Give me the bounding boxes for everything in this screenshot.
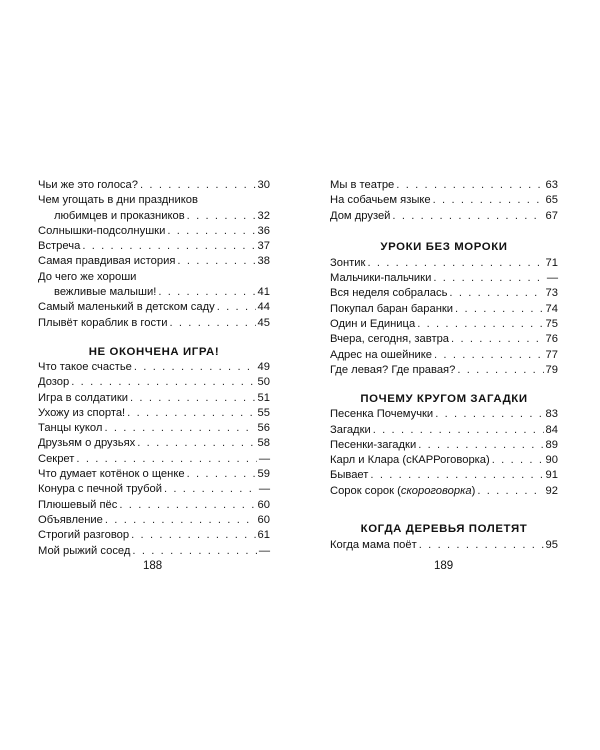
toc-entry [330, 286, 558, 301]
leader-dots [131, 528, 255, 543]
toc-entry [38, 436, 270, 451]
toc-entry-title: Конура с печной трубой [38, 483, 162, 496]
toc-entry-title: Адрес на ошейнике [330, 348, 432, 361]
toc-entry-title: На собачьем языке [330, 194, 431, 207]
title-part: ) [471, 484, 476, 497]
toc-entry-title: Ухожу из спорта! [38, 406, 126, 419]
toc-entry [330, 468, 558, 483]
toc-entry-title-line1: До чего же хороши [38, 270, 137, 283]
toc-entry [330, 256, 558, 271]
toc-entry-title: Вся неделя собралась [330, 287, 448, 300]
leader-dots [119, 498, 255, 513]
section-entry-list [330, 538, 558, 553]
leader-dots [433, 271, 544, 286]
leader-dots [169, 316, 255, 331]
toc-entry-title: Карл и Клара (сКАРРоговорка) [330, 454, 490, 467]
toc-entry-page: 50 [257, 376, 270, 389]
leader-dots [132, 544, 256, 559]
toc-entry-title: Друзьям о друзьях [38, 437, 136, 450]
leader-dots [373, 423, 544, 438]
leader-dots [82, 239, 255, 254]
toc-entry-page: 83 [545, 408, 558, 421]
toc-entry-title: Плывёт кораблик в гости [38, 316, 168, 329]
toc-entry-page: — [258, 483, 270, 496]
toc-entry [38, 421, 270, 436]
toc-entry-page: 60 [257, 513, 270, 526]
leader-dots [177, 254, 255, 269]
leader-dots [392, 209, 543, 224]
toc-entry-title: Чьи же это голоса? [38, 179, 138, 191]
toc-entry-title [330, 484, 475, 499]
toc-entry [38, 528, 270, 543]
toc-entry-title-line2: вежливые малыши! [54, 286, 157, 299]
toc-entry-title: Дозор [38, 376, 70, 389]
toc-entry [38, 254, 270, 269]
toc-entry-page: 49 [257, 360, 270, 373]
page-number-right: 189 [434, 560, 454, 572]
toc-entry-page: 79 [545, 363, 558, 376]
toc-entry-title: Один и Единица [330, 318, 416, 331]
toc-entry-title: Что думает котёнок о щенке [38, 468, 185, 481]
toc-entry-page: 63 [545, 179, 558, 191]
toc-entry-page: 41 [257, 286, 270, 299]
toc-entry-title-line1: Чем угощать в дни праздников [38, 194, 198, 207]
toc-entry-title: Мой рыжий сосед [38, 544, 131, 557]
toc-entry-page: 30 [257, 179, 270, 191]
toc-entry [38, 375, 270, 390]
toc-entry-title: Самая правдивая история [38, 255, 176, 268]
toc-entry-title: Дом друзей [330, 209, 391, 222]
toc-entry-page: 95 [545, 539, 558, 552]
leader-dots [140, 178, 256, 193]
leader-dots [433, 193, 544, 208]
toc-entry-page: 73 [545, 287, 558, 300]
leader-dots [457, 363, 543, 378]
leader-dots [417, 317, 543, 332]
toc-entry [330, 407, 558, 422]
toc-entry [38, 224, 270, 239]
toc-entry-title: Что такое счастье [38, 360, 132, 373]
toc-entry [330, 193, 558, 208]
toc-entry-title: Встреча [38, 240, 81, 253]
leader-dots [134, 360, 256, 375]
toc-entry-page: 59 [257, 468, 270, 481]
leader-dots [418, 438, 543, 453]
toc-left-column [38, 178, 270, 559]
toc-entry-page: — [546, 272, 558, 285]
toc-entry [38, 209, 270, 224]
toc-entry-page: 44 [257, 301, 270, 314]
toc-entry-page: 65 [545, 194, 558, 207]
section-heading: НЕ ОКОНЧЕНА ИГРА! [88, 345, 220, 358]
toc-entry [330, 271, 558, 286]
toc-entry [330, 209, 558, 224]
toc-entry-title: Песенка Почемучки [330, 408, 434, 421]
toc-entry-title: Вчера, сегодня, завтра [330, 333, 450, 346]
toc-entry [38, 482, 270, 497]
leader-dots [455, 302, 544, 317]
leader-dots [127, 406, 255, 421]
toc-entry-page: 60 [257, 498, 270, 511]
toc-entry-page: 51 [257, 391, 270, 404]
leader-dots [158, 285, 255, 300]
section-heading: ПОЧЕМУ КРУГОМ ЗАГАДКИ [360, 393, 528, 406]
leader-dots [434, 348, 544, 363]
toc-entry [330, 453, 558, 468]
leader-dots [76, 452, 256, 467]
toc-entry [38, 406, 270, 421]
leader-dots [187, 209, 256, 224]
toc-entry-title: Покупал баран баранки [330, 302, 454, 315]
toc-entry [38, 178, 270, 193]
toc-entry [330, 348, 558, 363]
toc-entry-page: 36 [257, 224, 270, 237]
leader-dots [396, 178, 543, 193]
toc-entry [330, 538, 558, 553]
toc-entry-title: Секрет [38, 452, 75, 465]
leader-dots [130, 391, 256, 406]
toc-right-column [330, 178, 558, 553]
toc-entry-page: 89 [545, 438, 558, 451]
section-heading: КОГДА ДЕРЕВЬЯ ПОЛЕТЯТ [360, 523, 528, 536]
toc-entry [330, 178, 558, 193]
toc-entry-title: Мальчики-пальчики [330, 272, 432, 285]
toc-entry-title: Солнышки-подсолнушки [38, 224, 166, 237]
leader-dots [367, 256, 543, 271]
leader-dots [187, 467, 256, 482]
toc-entry [38, 391, 270, 406]
page-number-left: 188 [143, 560, 163, 572]
toc-entry-page: 32 [257, 209, 270, 222]
toc-entry [38, 285, 270, 300]
leader-dots [451, 332, 544, 347]
toc-entry-title: Самый маленький в детском саду [38, 301, 215, 314]
toc-entry-page: 38 [257, 255, 270, 268]
leader-dots [137, 436, 255, 451]
leader-dots [370, 468, 543, 483]
leader-dots [167, 224, 255, 239]
toc-entry-title: Объявление [38, 513, 103, 526]
toc-entry [38, 513, 270, 528]
toc-entry [330, 363, 558, 378]
toc-entry-title: Зонтик [330, 256, 366, 269]
toc-entry-title: Где левая? Где правая? [330, 363, 456, 376]
toc-entry-title: Мы в театре [330, 179, 395, 191]
toc-entry [38, 452, 270, 467]
leader-dots [164, 482, 257, 497]
leader-dots [435, 407, 543, 422]
toc-entry [38, 544, 270, 559]
leader-dots [71, 375, 255, 390]
leader-dots [419, 538, 544, 553]
toc-entry-page: 74 [545, 302, 558, 315]
toc-entry-title: Танцы кукол [38, 422, 103, 435]
toc-entry-page: 75 [545, 318, 558, 331]
toc-entry [38, 360, 270, 375]
title-italic-part: скороговорка [400, 484, 472, 497]
toc-entry [330, 438, 558, 453]
leader-dots [449, 286, 543, 301]
toc-entry-title: Строгий разговор [38, 529, 130, 542]
toc-entry [38, 498, 270, 513]
toc-entry-title: Игра в солдатики [38, 391, 128, 404]
toc-entry-page: 56 [257, 422, 270, 435]
leader-dots [492, 453, 544, 468]
toc-entry-page: 77 [545, 348, 558, 361]
toc-entry-page: 55 [257, 406, 270, 419]
toc-entry-title: Плюшевый пёс [38, 498, 118, 511]
toc-entry-title: Загадки [330, 423, 371, 436]
toc-entry [330, 317, 558, 332]
toc-entry-page: 91 [545, 469, 558, 482]
title-part: Сорок сорок ( [330, 484, 401, 497]
toc-entry-title: Бывает [330, 469, 369, 482]
toc-entry [330, 332, 558, 347]
leader-dots [105, 513, 256, 528]
toc-entry-title: Когда мама поёт [330, 539, 417, 552]
toc-entry-title-line2: любимцев и проказников [54, 209, 185, 222]
leader-dots [217, 300, 256, 315]
toc-entry-page: 92 [545, 484, 558, 497]
section-heading: УРОКИ БЕЗ МОРОКИ [380, 240, 508, 253]
toc-entry-page: 84 [545, 423, 558, 436]
toc-entry-page: — [258, 544, 270, 557]
section-entry-list [330, 256, 558, 378]
toc-entry-page: 37 [257, 240, 270, 253]
toc-entry [330, 423, 558, 438]
leader-dots [477, 484, 543, 499]
toc-entry-title: Песенки-загадки [330, 438, 417, 451]
toc-entry-page: 58 [257, 437, 270, 450]
toc-entry [38, 300, 270, 315]
toc-entry-page: 61 [257, 529, 270, 542]
leader-dots [104, 421, 255, 436]
toc-entry [38, 239, 270, 254]
toc-entry-page: — [258, 452, 270, 465]
toc-entry [38, 467, 270, 482]
toc-entry-page: 90 [545, 454, 558, 467]
section-entry-list [330, 407, 558, 483]
toc-entry [330, 484, 558, 499]
toc-entry-page: 67 [545, 209, 558, 222]
toc-entry [38, 316, 270, 331]
toc-entry [330, 302, 558, 317]
toc-entry-page: 71 [545, 256, 558, 269]
toc-entry-page: 45 [257, 316, 270, 329]
toc-entry-page: 76 [545, 333, 558, 346]
section-entry-list [38, 360, 270, 559]
